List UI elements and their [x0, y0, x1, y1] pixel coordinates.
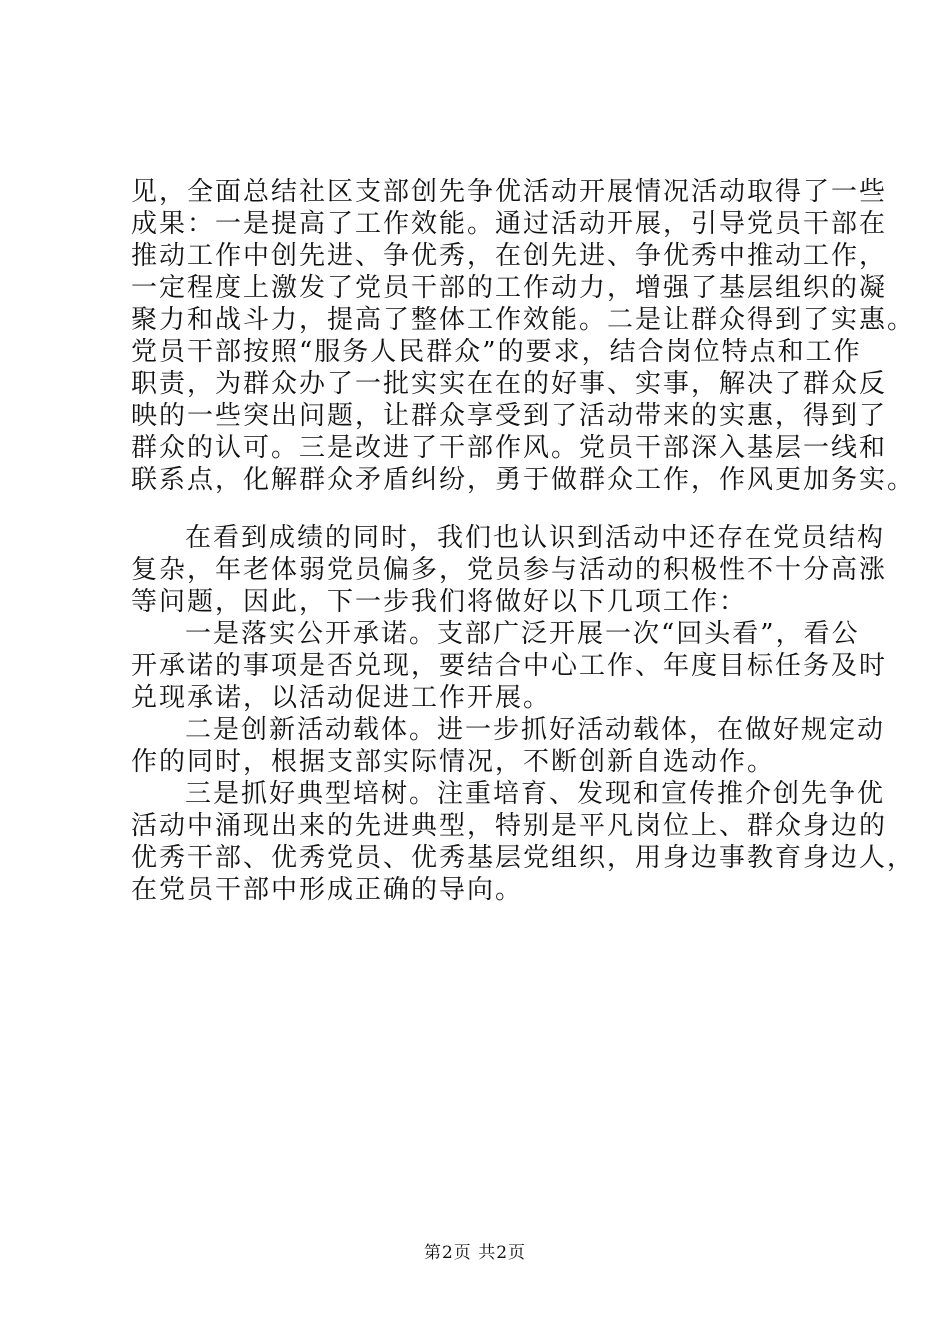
text-line: 聚力和战斗力，提高了整体工作效能。二是让群众得到了实惠。	[131, 305, 916, 335]
text-line: 群众的认可。三是改进了干部作风。党员干部深入基层一线和	[131, 433, 888, 463]
text-line: 在党员干部中形成正确的导向。	[131, 875, 524, 905]
text-line: 成果：一是提高了工作效能。通过活动开展，引导党员干部在	[131, 209, 888, 239]
document-body	[131, 176, 916, 906]
text-line: 一定程度上激发了党员干部的工作动力，增强了基层组织的凝	[131, 273, 888, 303]
text-line: 映的一些突出问题，让群众享受到了活动带来的实惠，得到了	[131, 401, 888, 431]
text-line: 等问题，因此，下一步我们将做好以下几项工作：	[131, 587, 748, 617]
paragraph-first-line: 二是创新活动载体。进一步抓好活动载体，在做好规定动	[185, 715, 886, 745]
text-line: 党员干部按照“服务人民群众”的要求，结合岗位特点和工作	[131, 337, 862, 367]
text-line: 推动工作中创先进、争优秀，在创先进、争优秀中推动工作，	[131, 241, 888, 271]
text-line: 联系点，化解群众矛盾纠纷，勇于做群众工作，作风更加务实。	[131, 465, 916, 495]
paragraph-first-line: 一是落实公开承诺。支部广泛开展一次“回头看”，看公	[185, 619, 860, 649]
text-line: 开承诺的事项是否兑现，要结合中心工作、年度目标任务及时	[131, 651, 888, 681]
paragraph-first-line: 三是抓好典型培树。注重培育、发现和宣传推介创先争优	[185, 779, 886, 809]
text-line: 作的同时，根据支部实际情况，不断创新自选动作。	[131, 747, 776, 777]
text-line: 兑现承诺，以活动促进工作开展。	[131, 683, 552, 713]
text-line: 复杂，年老体弱党员偏多，党员参与活动的积极性不十分高涨	[131, 555, 888, 585]
paragraph-first-line: 在看到成绩的同时，我们也认识到活动中还存在党员结构	[185, 523, 886, 553]
text-line: 活动中涌现出来的先进典型，特别是平凡岗位上、群众身边的	[131, 811, 888, 841]
page-footer: 第2页 共2页	[423, 1243, 527, 1263]
text-line: 优秀干部、优秀党员、优秀基层党组织，用身边事教育身边人，	[131, 843, 916, 873]
text-line: 职责，为群众办了一批实实在在的好事、实事，解决了群众反	[131, 369, 888, 399]
text-line: 见，全面总结社区支部创先争优活动开展情况活动取得了一些	[131, 177, 888, 207]
paragraph-gap	[131, 496, 851, 522]
